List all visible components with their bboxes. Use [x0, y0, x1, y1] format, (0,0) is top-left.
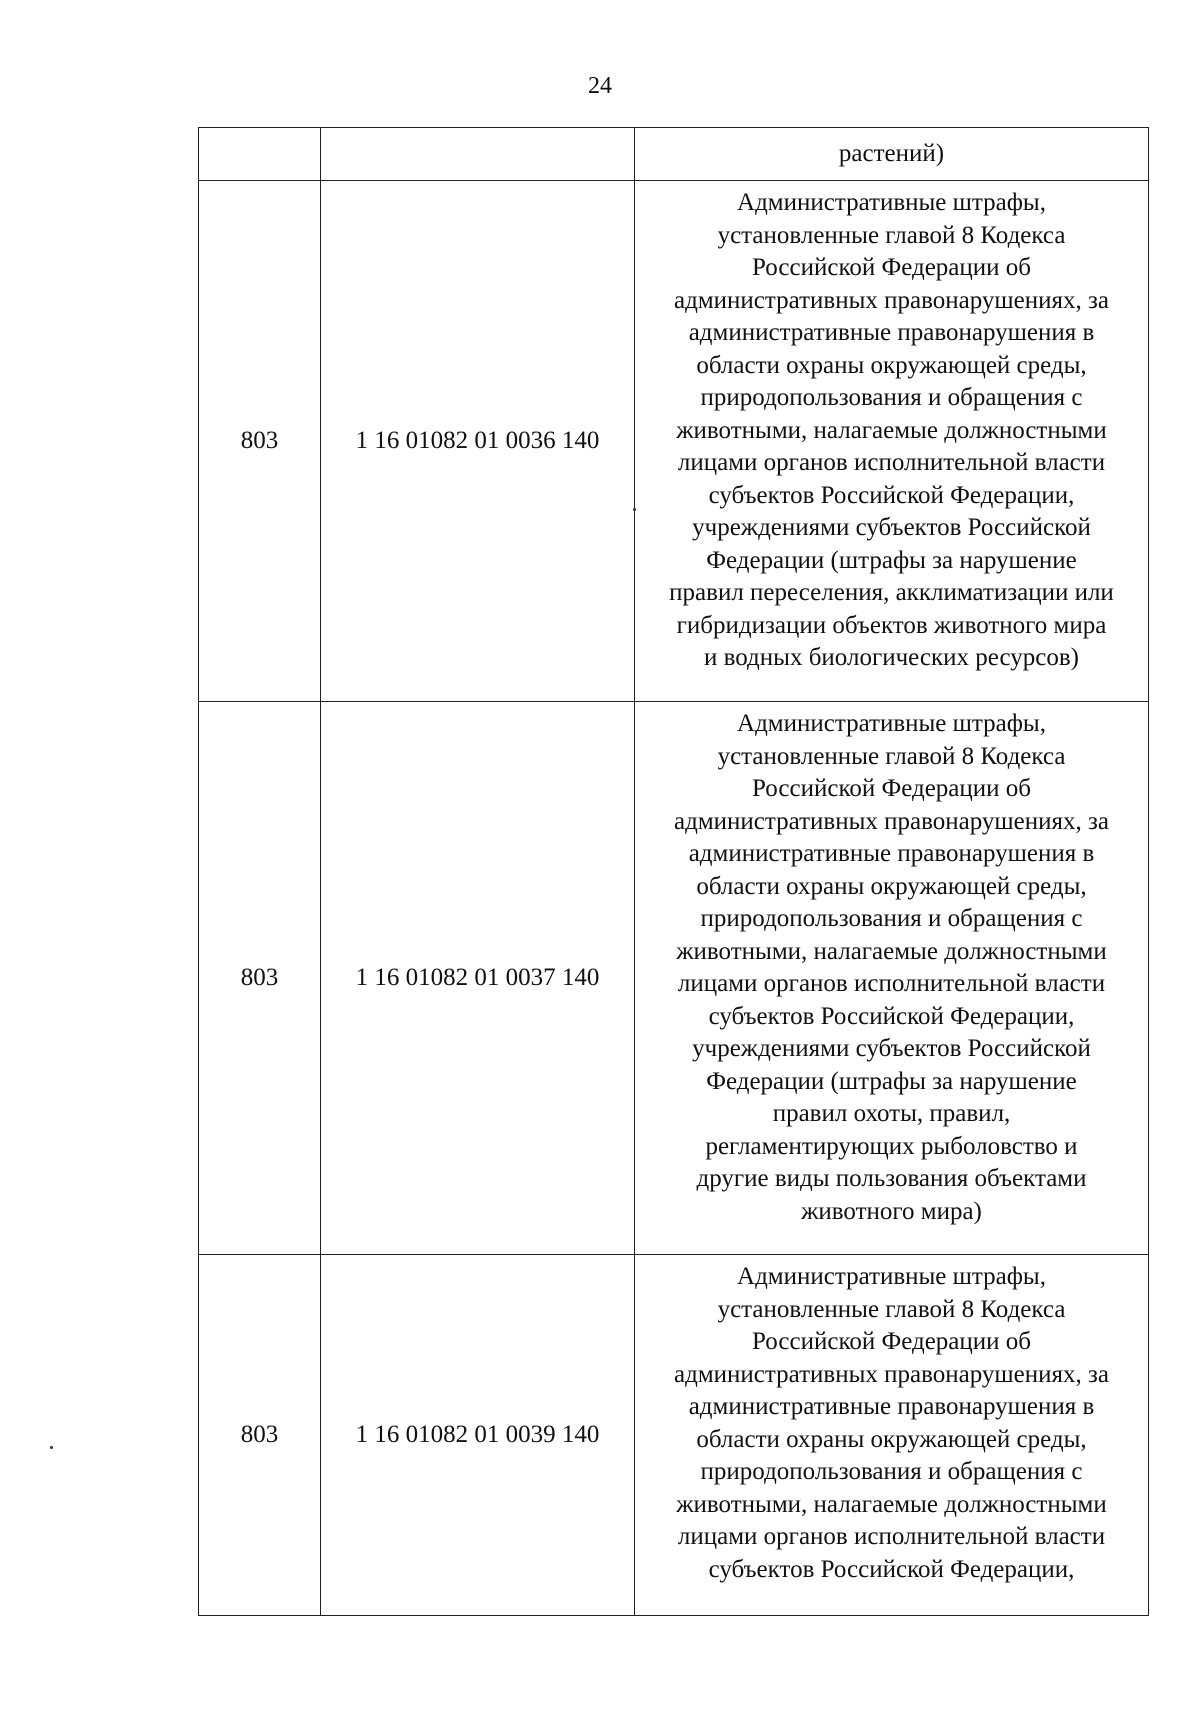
description-line: административных правонарушениях, за: [674, 286, 1109, 314]
description-line: субъектов Российской Федерации,: [708, 481, 1075, 509]
description-line: административные правонарушения в: [688, 1393, 1095, 1420]
description-line: животными, налагаемые должностными: [676, 416, 1107, 444]
admin-code-cell: [199, 128, 321, 181]
description-line: животного мира): [801, 1197, 982, 1225]
description-line: животными, налагаемые должностными: [676, 1490, 1107, 1518]
admin-code-cell: 803: [199, 181, 321, 702]
kbk-cell: [321, 128, 635, 181]
description-line: природопользования и обращения с: [700, 384, 1083, 411]
description-line: правил охоты, правил,: [772, 1100, 1011, 1127]
description-line: Административные штрафы,: [737, 1263, 1046, 1290]
description-line: и водных биологических ресурсов): [704, 644, 1079, 671]
description-line: правил переселения, акклиматизации или: [669, 579, 1114, 606]
kbk-cell: 1 16 01082 01 0039 140: [321, 1255, 635, 1616]
description-line: Административные штрафы,: [737, 710, 1046, 737]
description-line: природопользования и обращения с: [700, 905, 1083, 932]
description-line: Российской Федерации об: [752, 1328, 1031, 1355]
description-line: лицами органов исполнительной власти: [677, 1523, 1106, 1550]
description-line: области охраны окружающей среды,: [696, 872, 1087, 900]
description-line: учреждениями субъектов Российской: [692, 514, 1091, 541]
kbk-cell: 1 16 01082 01 0036 140: [321, 181, 635, 702]
description-line: субъектов Российской Федерации,: [708, 1555, 1075, 1583]
description-line: административных правонарушениях, за: [674, 807, 1109, 835]
description-cell: [635, 702, 1149, 1255]
description-cell: растений): [635, 128, 1149, 181]
description-line: лицами органов исполнительной власти: [677, 970, 1106, 997]
description-cell: [635, 1255, 1149, 1616]
description-line: установленные главой 8 Кодекса: [717, 1295, 1066, 1323]
description-line: Российской Федерации об: [752, 775, 1031, 802]
table-row: [199, 181, 1149, 702]
description-line: области охраны окружающей среды,: [696, 351, 1087, 379]
description-line: административных правонарушениях, за: [674, 1360, 1109, 1388]
scan-speck: [50, 1446, 53, 1449]
description-line: Российской Федерации об: [752, 254, 1031, 281]
description-line: административные правонарушения в: [688, 840, 1095, 867]
description-line: области охраны окружающей среды,: [696, 1425, 1087, 1453]
description-line: животными, налагаемые должностными: [676, 937, 1107, 965]
description-line: учреждениями субъектов Российской: [692, 1035, 1091, 1062]
description-line: другие виды пользования объектами: [696, 1165, 1087, 1192]
description-line: административные правонарушения в: [688, 319, 1095, 346]
description-line: установленные главой 8 Кодекса: [717, 742, 1066, 770]
scan-speck: [633, 508, 636, 511]
continuation-row: [199, 128, 1149, 181]
description-line: Административные штрафы,: [737, 189, 1046, 216]
admin-code-cell: 803: [199, 1255, 321, 1616]
description-cell: [635, 181, 1149, 702]
table-row: [199, 1255, 1149, 1616]
revenue-codes-table: [198, 127, 1149, 1616]
description-line: Федерации (штрафы за нарушение: [706, 1067, 1077, 1095]
admin-code-cell: 803: [199, 702, 321, 1255]
description-line: Федерации (штрафы за нарушение: [706, 546, 1077, 574]
kbk-cell: 1 16 01082 01 0037 140: [321, 702, 635, 1255]
page-number: 24: [588, 73, 612, 99]
description-line: регламентирующих рыболовство и: [705, 1132, 1078, 1160]
table-row: [199, 702, 1149, 1255]
description-line: лицами органов исполнительной власти: [677, 449, 1106, 476]
description-line: субъектов Российской Федерации,: [708, 1002, 1075, 1030]
description-line: установленные главой 8 Кодекса: [717, 221, 1066, 249]
description-line: природопользования и обращения с: [700, 1458, 1083, 1485]
description-line: гибридизации объектов животного мира: [676, 611, 1107, 639]
